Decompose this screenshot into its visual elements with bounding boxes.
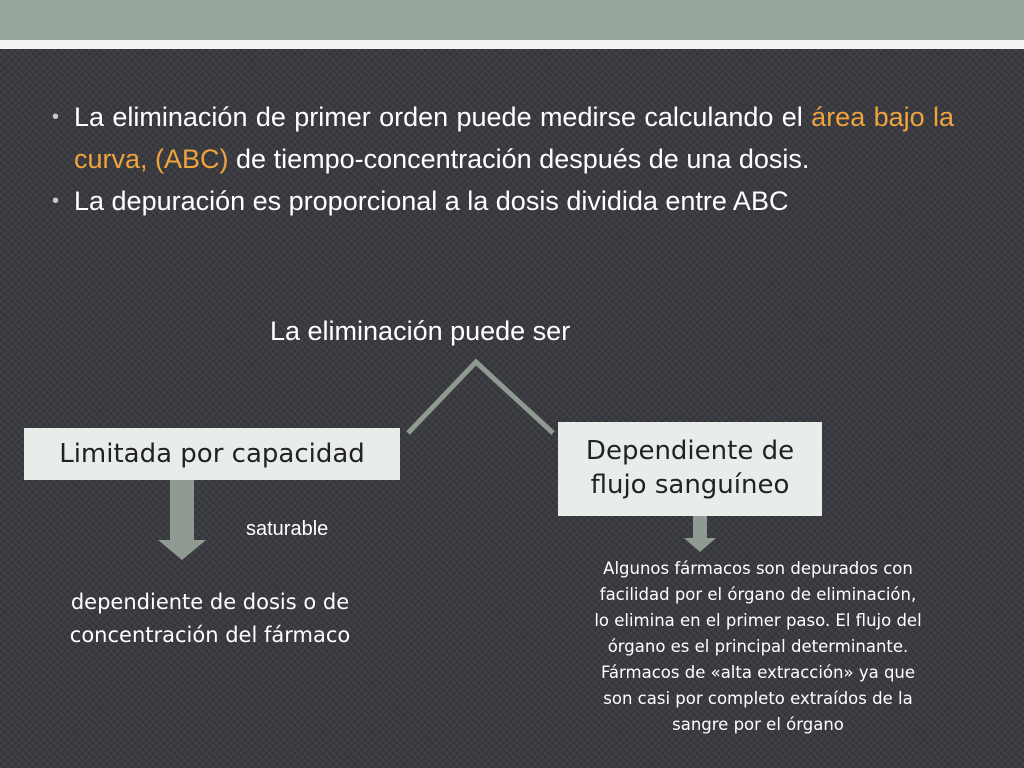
branch-connector [408, 362, 553, 433]
bullet-text: La depuración es proporcional a la dosis dividida entre ABC [74, 186, 789, 216]
bullet-text-end: de tiempo-concentración después de una dosis. [228, 144, 810, 174]
arrow-down-left-icon [158, 480, 206, 560]
text-line: facilidad por el órgano de eliminación, [599, 585, 917, 604]
arrow-down-right-icon [684, 512, 716, 552]
box-limited-capacity: Limitada por capacidad [24, 428, 400, 480]
text-line: órgano es el principal determinante. [607, 637, 909, 656]
text-line: son casi por completo extraídos de la [603, 689, 913, 708]
text-line: lo elimina en el primer paso. El flujo del [594, 611, 922, 630]
box-blood-flow-line: flujo sanguíneo [590, 470, 790, 500]
text-line: sangre por el órgano [672, 715, 844, 734]
bullet-text: La eliminación de primer orden puede medirse calculando el [74, 102, 812, 132]
bullet-highlight: área bajo la curva, (ABC) [74, 102, 954, 174]
text-line: concentración del fármaco [69, 623, 351, 647]
bullet-dot-icon: • [52, 190, 60, 212]
text-high-extraction [548, 556, 968, 738]
text-line: dependiente de dosis o de [70, 590, 350, 614]
text-line: Algunos fármacos son depurados con [603, 559, 913, 578]
diagram-heading: La eliminación puede ser [270, 316, 571, 346]
box-blood-flow [558, 422, 822, 516]
text-line: Fármacos de «alta extracción» ya que [600, 663, 916, 682]
text-dose-dependent [30, 586, 390, 652]
bullet-dot-icon: • [52, 106, 60, 128]
label-saturable: saturable [246, 518, 329, 540]
box-blood-flow-line: Dependiente de [585, 436, 795, 466]
